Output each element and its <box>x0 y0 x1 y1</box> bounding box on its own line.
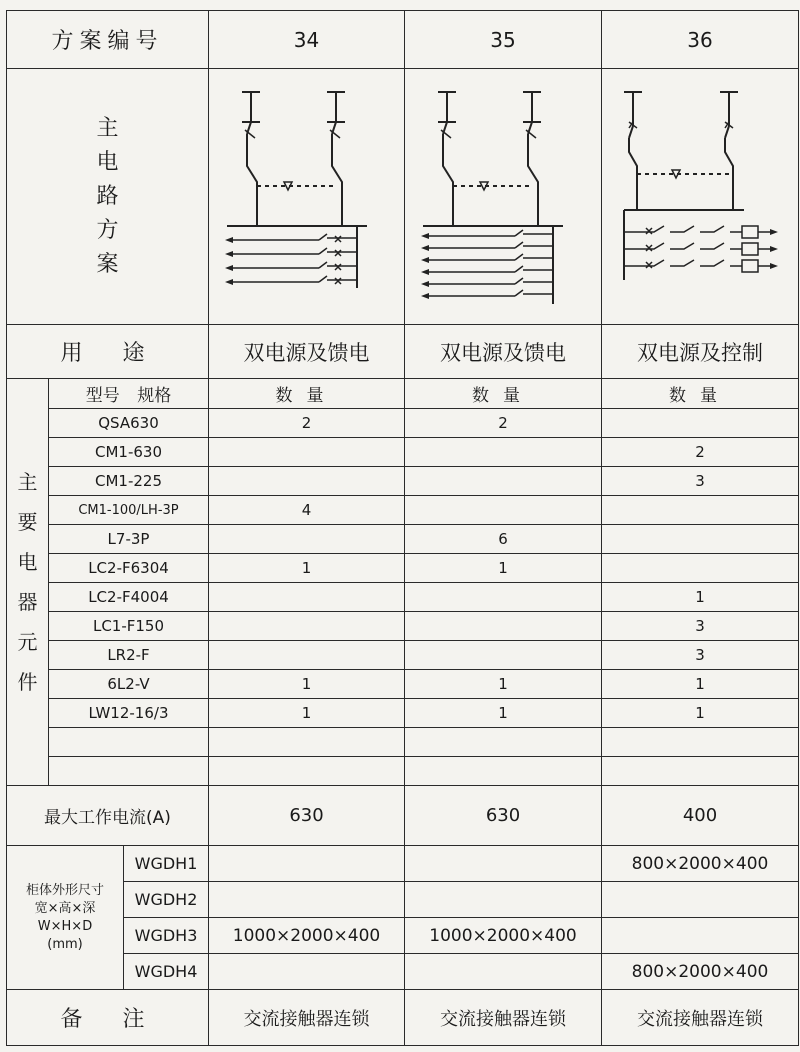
component-qty: 2 <box>209 409 405 438</box>
circuit-diagram-36 <box>602 69 799 325</box>
remark-34: 交流接触器连锁 <box>209 990 405 1046</box>
usage-label: 用途 <box>7 325 209 379</box>
cabinet-label-line: 宽×高×深 <box>34 900 96 916</box>
component-model: CM1-225 <box>49 467 209 496</box>
cabinet-row <box>7 918 799 954</box>
table-row <box>7 670 799 699</box>
scheme-table <box>6 10 799 1046</box>
component-model: CM1-100/LH-3P <box>49 496 209 525</box>
component-model: LC2-F6304 <box>49 554 209 583</box>
component-qty: 3 <box>602 467 799 496</box>
cabinet-label-line: (mm) <box>47 936 83 952</box>
model-spec-header: 型号 规格 <box>49 379 209 409</box>
cabinet-label-line: 柜体外形尺寸 <box>25 882 104 898</box>
remark-label: 备注 <box>7 990 209 1046</box>
component-model: 6L2-V <box>49 670 209 699</box>
component-model <box>49 757 209 786</box>
cabinet-size: 800×2000×400 <box>602 846 799 882</box>
component-model: CM1-630 <box>49 438 209 467</box>
component-qty <box>602 409 799 438</box>
remark-row <box>7 990 799 1046</box>
component-qty <box>405 467 602 496</box>
cabinet-size <box>405 954 602 990</box>
cabinet-row <box>7 882 799 918</box>
table-row <box>7 438 799 467</box>
component-qty: 1 <box>405 699 602 728</box>
component-qty <box>209 467 405 496</box>
cabinet-label-line: W×H×D <box>37 918 93 934</box>
usage-36: 双电源及控制 <box>602 325 799 379</box>
component-qty: 6 <box>405 525 602 554</box>
table-row <box>7 467 799 496</box>
cabinet-size <box>405 846 602 882</box>
component-qty: 2 <box>405 409 602 438</box>
component-qty: 2 <box>602 438 799 467</box>
cabinet-type: WGDH3 <box>124 918 209 954</box>
remark-35: 交流接触器连锁 <box>405 990 602 1046</box>
circuit-diagram-35-svg <box>413 82 593 312</box>
component-qty <box>405 757 602 786</box>
circuit-diagram-36-svg <box>610 82 790 312</box>
header-row <box>7 11 799 69</box>
table-row <box>7 496 799 525</box>
usage-34: 双电源及馈电 <box>209 325 405 379</box>
component-qty <box>602 525 799 554</box>
component-qty: 1 <box>405 670 602 699</box>
cabinet-type: WGDH2 <box>124 882 209 918</box>
component-model: LC1-F150 <box>49 612 209 641</box>
table-row <box>7 699 799 728</box>
component-qty <box>209 438 405 467</box>
qty-header-34: 数量 <box>209 379 405 409</box>
component-qty: 1 <box>405 554 602 583</box>
component-qty <box>602 728 799 757</box>
cabinet-size <box>209 882 405 918</box>
component-qty: 3 <box>602 641 799 670</box>
component-model: LR2-F <box>49 641 209 670</box>
circuit-row <box>7 69 799 325</box>
table-row <box>7 554 799 583</box>
cabinet-label-cell <box>7 846 124 990</box>
component-qty <box>405 438 602 467</box>
table-row <box>7 757 799 786</box>
cabinet-size <box>405 882 602 918</box>
scheme-34: 34 <box>209 11 405 69</box>
table-row <box>7 612 799 641</box>
circuit-label: 主 电 路 方 案 <box>96 115 119 277</box>
component-qty <box>405 728 602 757</box>
table-row <box>7 728 799 757</box>
component-qty <box>405 583 602 612</box>
cabinet-size: 800×2000×400 <box>602 954 799 990</box>
max-current-label: 最大工作电流(A) <box>7 786 209 846</box>
component-qty: 4 <box>209 496 405 525</box>
cabinet-size <box>209 846 405 882</box>
scheme-35: 35 <box>405 11 602 69</box>
usage-35: 双电源及馈电 <box>405 325 602 379</box>
cabinet-size: 1000×2000×400 <box>209 918 405 954</box>
max-current-35: 630 <box>405 786 602 846</box>
max-current-36: 400 <box>602 786 799 846</box>
table-row <box>7 409 799 438</box>
max-current-34: 630 <box>209 786 405 846</box>
cabinet-row <box>7 954 799 990</box>
component-qty <box>209 583 405 612</box>
component-qty <box>209 612 405 641</box>
component-model: LW12-16/3 <box>49 699 209 728</box>
component-qty <box>405 496 602 525</box>
component-model: QSA630 <box>49 409 209 438</box>
component-qty <box>209 728 405 757</box>
usage-row <box>7 325 799 379</box>
table-row <box>7 641 799 670</box>
component-qty: 1 <box>602 699 799 728</box>
components-header-row <box>7 379 799 409</box>
remark-36: 交流接触器连锁 <box>602 990 799 1046</box>
components-side-label: 主 要 电 器 元 件 <box>17 470 38 694</box>
component-qty: 1 <box>209 699 405 728</box>
component-qty <box>209 525 405 554</box>
components-side-label-cell <box>7 379 49 786</box>
table-row <box>7 583 799 612</box>
component-qty: 1 <box>209 554 405 583</box>
component-qty <box>405 612 602 641</box>
component-qty <box>602 757 799 786</box>
scheme-36: 36 <box>602 11 799 69</box>
cabinet-type: WGDH1 <box>124 846 209 882</box>
component-qty: 1 <box>209 670 405 699</box>
component-qty: 1 <box>602 670 799 699</box>
component-model: L7-3P <box>49 525 209 554</box>
component-qty <box>602 496 799 525</box>
component-qty <box>209 757 405 786</box>
table-row <box>7 525 799 554</box>
cabinet-size: 1000×2000×400 <box>405 918 602 954</box>
cabinet-type: WGDH4 <box>124 954 209 990</box>
qty-header-36: 数量 <box>602 379 799 409</box>
component-qty: 3 <box>602 612 799 641</box>
qty-header-35: 数量 <box>405 379 602 409</box>
component-qty <box>209 641 405 670</box>
circuit-diagram-35 <box>405 69 602 325</box>
component-model: LC2-F4004 <box>49 583 209 612</box>
circuit-label-cell <box>7 69 209 325</box>
cabinet-size <box>602 882 799 918</box>
circuit-diagram-34 <box>209 69 405 325</box>
max-current-row <box>7 786 799 846</box>
component-qty <box>602 554 799 583</box>
component-qty <box>405 641 602 670</box>
scheme-number-label: 方案编号 <box>7 11 209 69</box>
component-qty: 1 <box>602 583 799 612</box>
cabinet-size <box>209 954 405 990</box>
cabinet-row <box>7 846 799 882</box>
circuit-diagram-34-svg <box>217 82 397 312</box>
component-model <box>49 728 209 757</box>
cabinet-size <box>602 918 799 954</box>
